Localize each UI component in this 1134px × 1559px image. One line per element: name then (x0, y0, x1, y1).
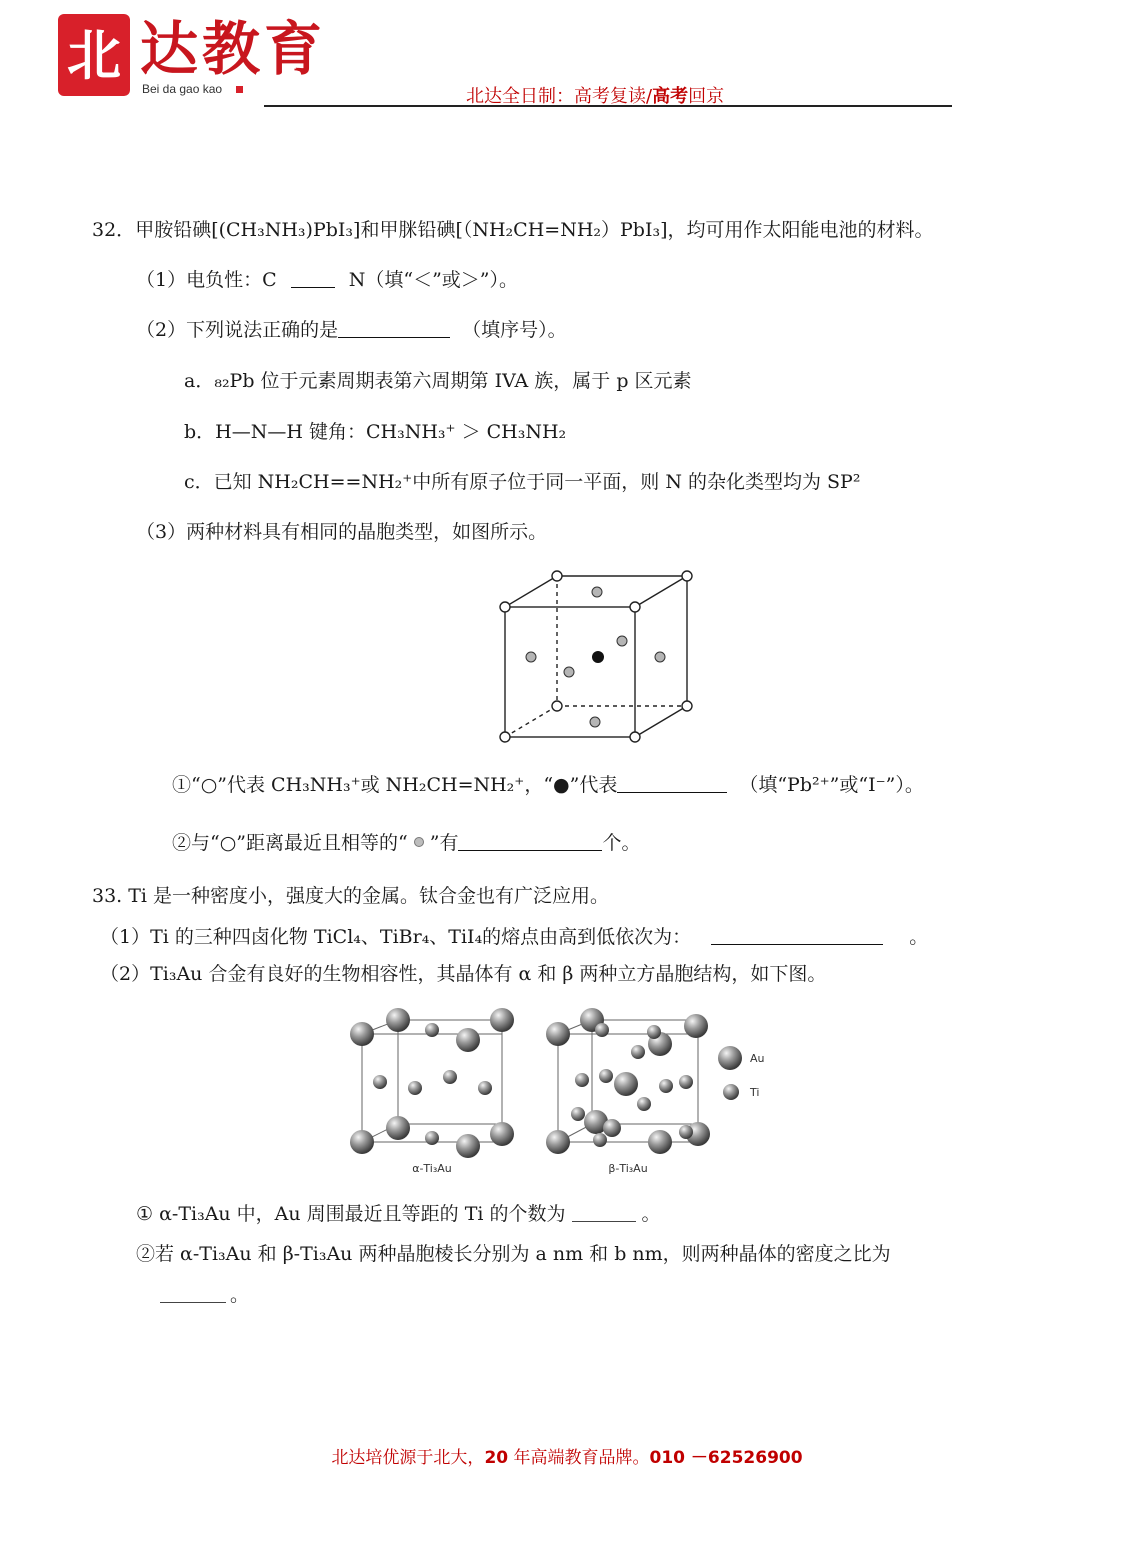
perovskite-unit-cell-figure (490, 566, 702, 750)
open-circle-atom (500, 602, 510, 612)
logo-title: 达教育 (140, 15, 327, 83)
q32-part1-text: （1）电负性：C (136, 269, 277, 291)
q32-part3: （3）两种材料具有相同的晶胞类型，如图所示。 (136, 521, 548, 543)
open-circle-atom (552, 571, 562, 581)
q33-subquestion-2: ②若 α-Ti₃Au 和 β-Ti₃Au 两种晶胞棱长分别为 a nm 和 b nm，则两种晶体的密度之比为 (136, 1243, 891, 1265)
black-center-atom (592, 651, 604, 663)
q32-option-c: c．已知 NH₂CH==NH₂⁺中所有原子位于同一平面，则 N 的杂化类型均为 SP² (184, 471, 861, 493)
ti-legend-label: Ti (750, 1086, 760, 1099)
q33-sub1-end: 。 (641, 1203, 661, 1225)
q32-sub2-end: 个。 (602, 832, 641, 854)
slogan-bold: 高考 (652, 86, 689, 107)
q32-option-b: b．H—N—H 键角：CH₃NH₃⁺ ＞ CH₃NH₂ (184, 421, 567, 443)
footer-phone: 010 －62526900 (649, 1448, 803, 1468)
q32-sub2-mid: ”有 (429, 832, 459, 854)
open-circle-atom (552, 701, 562, 711)
q33-sub1-text: ① α-Ti₃Au 中，Au 周围最近且等距的 Ti 的个数为 (136, 1203, 566, 1225)
q33-part2: （2）Ti₃Au 合金有良好的生物相容性，其晶体有 α 和 β 两种立方晶胞结构，如下图。 (100, 963, 827, 985)
grey-atom (526, 652, 536, 662)
q32-sub1-hint: （填“Pb²⁺”或“I⁻”）。 (739, 774, 924, 796)
ti3au-unit-cells-figure (340, 1000, 780, 1182)
header-divider (264, 105, 952, 107)
q32-number: 32． (92, 219, 136, 241)
q32-subquestion-2 (172, 829, 640, 857)
q32-sub2-text: ②与“○”距离最近且相等的“ (172, 832, 408, 854)
open-circle-atom (682, 701, 692, 711)
q32-subquestion-1 (172, 771, 924, 799)
footer-text-a: 北达培优源于北大， (331, 1448, 485, 1468)
q33-stem: 33. Ti 是一种密度小，强度大的金属。钛合金也有广泛应用。 (92, 885, 610, 907)
q32-sub1-text: ①“○”代表 CH₃NH₃⁺或 NH₂CH=NH₂⁺，“●”代表 (172, 774, 618, 796)
slogan-suffix: 回京 (688, 86, 725, 107)
au-legend-label: Au (750, 1052, 765, 1065)
slogan-prefix: 北达全日制：高考复读/ (466, 86, 653, 107)
q33-part1-end: 。 (909, 926, 929, 948)
q33-subquestion-1 (136, 1200, 661, 1228)
grey-atom (592, 587, 602, 597)
answer-blank[interactable] (711, 924, 883, 945)
answer-blank[interactable] (458, 830, 602, 851)
answer-blank[interactable] (160, 1282, 226, 1303)
grey-atom (564, 667, 574, 677)
logo-mark: 北 (58, 14, 130, 96)
au-legend-ball (718, 1046, 742, 1070)
grey-atom-icon (412, 835, 426, 849)
q32-part1 (136, 266, 518, 294)
q32-stem-text: 甲胺铅碘[(CH₃NH₃)PbI₃]和甲脒铅碘[（NH₂CH=NH₂）PbI₃]，均可用作太阳能电池的材料。 (135, 219, 934, 241)
ti-legend-ball (723, 1084, 739, 1100)
answer-blank[interactable] (572, 1201, 636, 1222)
q32-part2-hint: （填序号）。 (462, 319, 567, 341)
q32-part2 (136, 316, 567, 344)
open-circle-atom (630, 732, 640, 742)
q32-stem (92, 216, 934, 244)
open-circle-atom (500, 732, 510, 742)
answer-blank[interactable] (338, 317, 450, 338)
q33-part1 (100, 923, 928, 951)
q32-part1-hint: N（填“＜”或＞”）。 (348, 269, 518, 291)
footer-years: 20 (484, 1448, 509, 1468)
logo-subtitle: Bei da gao kao (142, 82, 223, 96)
alpha-label: α-Ti₃Au (412, 1162, 452, 1175)
answer-blank[interactable] (291, 267, 335, 288)
grey-atom (590, 717, 600, 727)
logo-square-icon (236, 86, 243, 93)
grey-atom (655, 652, 665, 662)
beta-label: β-Ti₃Au (608, 1162, 648, 1175)
footer (0, 1443, 1134, 1468)
answer-blank[interactable] (617, 772, 727, 793)
q33-sub2-end: 。 (230, 1284, 250, 1306)
q33-part1-text: （1）Ti 的三种四卤化物 TiCl₄、TiBr₄、TiI₄的熔点由高到低依次为： (100, 926, 692, 948)
q32-option-a: a．₈₂Pb 位于元素周期表第六周期第 IVA 族，属于 p 区元素 (184, 370, 692, 392)
open-circle-atom (630, 602, 640, 612)
open-circle-atom (682, 571, 692, 581)
q33-subquestion-2-answer (160, 1281, 249, 1309)
q32-part2-text: （2）下列说法正确的是 (136, 319, 339, 341)
grey-atom (617, 636, 627, 646)
footer-text-c: 年高端教育品牌。 (508, 1448, 650, 1468)
